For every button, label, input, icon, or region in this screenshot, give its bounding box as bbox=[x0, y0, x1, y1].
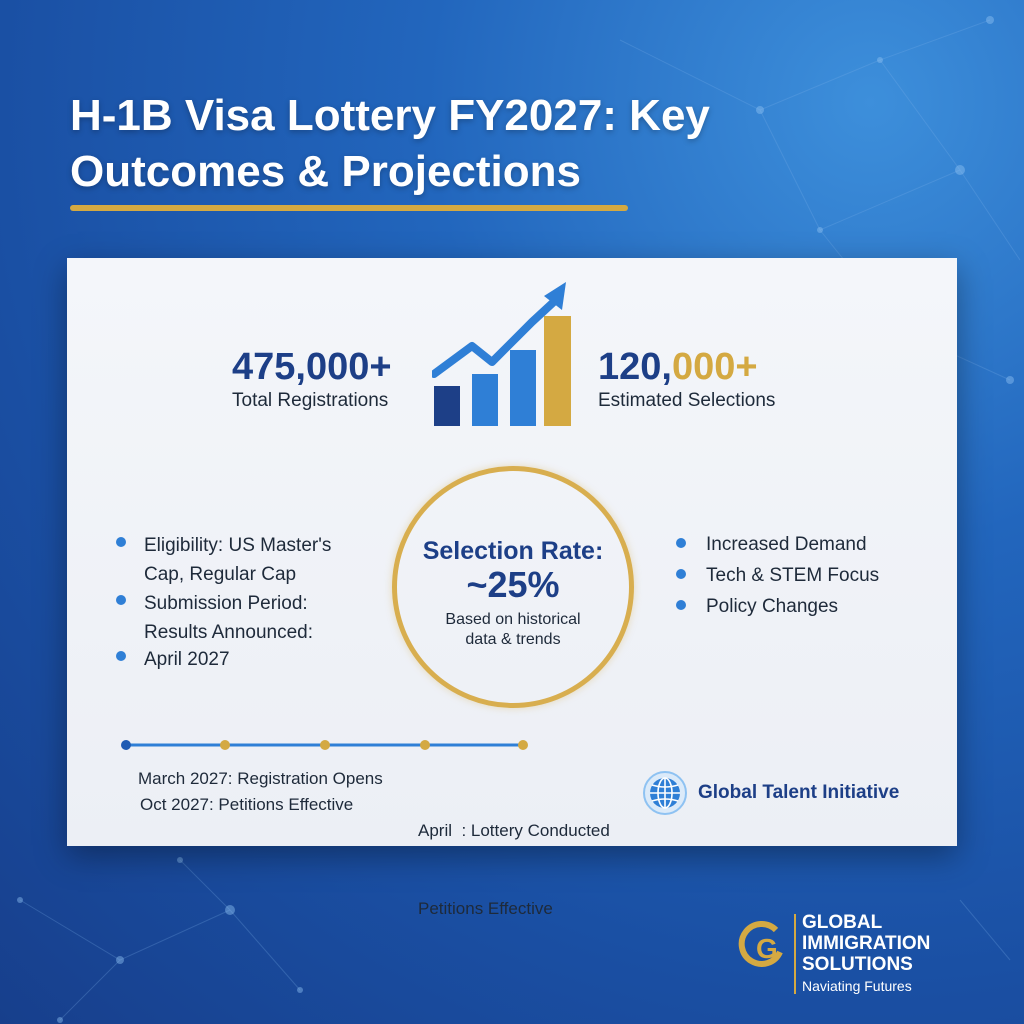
list-item-line: Cap, Regular Cap bbox=[144, 564, 297, 585]
timeline-line: March 2027: Registration Opens bbox=[138, 769, 383, 788]
bullet-icon bbox=[676, 569, 686, 579]
timeline-line: April : Lottery Conducted bbox=[418, 821, 610, 840]
bullet-icon bbox=[676, 538, 686, 548]
logo-letter: G bbox=[756, 933, 778, 964]
globe-icon bbox=[642, 770, 688, 816]
bullet-icon bbox=[116, 651, 126, 661]
growth-chart-icon bbox=[432, 278, 577, 430]
registrations-value: 475,000+ bbox=[232, 346, 392, 388]
selection-rate-title: Selection Rate: bbox=[422, 537, 604, 565]
bullet-icon bbox=[676, 600, 686, 610]
timeline-track bbox=[118, 735, 538, 755]
partner-badge bbox=[642, 770, 902, 816]
selections-stat bbox=[598, 346, 775, 412]
title-underline bbox=[70, 205, 628, 211]
list-item-label: Increased Demand bbox=[706, 534, 867, 555]
bullet-icon bbox=[116, 537, 126, 547]
selections-label: Estimated Selections bbox=[598, 390, 776, 411]
company-logo-icon bbox=[736, 916, 788, 976]
company-name bbox=[802, 912, 972, 975]
list-item-line: Eligibility: US Master's bbox=[144, 535, 332, 556]
selections-value bbox=[598, 346, 775, 388]
list-item-line: Results Announced: bbox=[144, 622, 314, 643]
bullet-icon bbox=[116, 595, 126, 605]
list-item-label: Policy Changes bbox=[706, 596, 839, 617]
company-brand bbox=[736, 912, 976, 1002]
page-title: H-1B Visa Lottery FY2027: Key Outcomes & Projections bbox=[70, 91, 710, 196]
company-name-line: GLOBAL bbox=[802, 912, 883, 933]
partner-label: Global Talent Initiative bbox=[698, 782, 900, 803]
selection-rate-value: ~25% bbox=[466, 564, 560, 605]
timeline-line: Oct 2027: Petitions Effective bbox=[140, 795, 354, 814]
list-item-label: Tech & STEM Focus bbox=[706, 565, 880, 586]
registrations-label: Total Registrations bbox=[232, 390, 389, 411]
company-name-line: IMMIGRATION bbox=[802, 933, 931, 954]
selection-rate-note bbox=[397, 610, 629, 650]
company-tagline: Naviating Futures bbox=[802, 978, 912, 994]
note-line: Based on historical bbox=[445, 611, 581, 628]
list-item-line: Submission Period: bbox=[144, 593, 308, 614]
selections-value-accent: 000+ bbox=[671, 346, 758, 388]
selection-rate-circle bbox=[392, 466, 634, 708]
note-line: data & trends bbox=[465, 631, 561, 648]
timeline-left-text bbox=[138, 766, 383, 818]
timeline-line: Petitions Effective bbox=[418, 899, 553, 918]
company-name-line: SOLUTIONS bbox=[802, 954, 913, 975]
registrations-stat bbox=[232, 346, 392, 412]
timeline-right-text bbox=[418, 766, 610, 948]
list-item-line: April 2027 bbox=[144, 649, 230, 670]
selections-value-main: 120, bbox=[598, 346, 672, 388]
brand-divider bbox=[794, 914, 796, 994]
